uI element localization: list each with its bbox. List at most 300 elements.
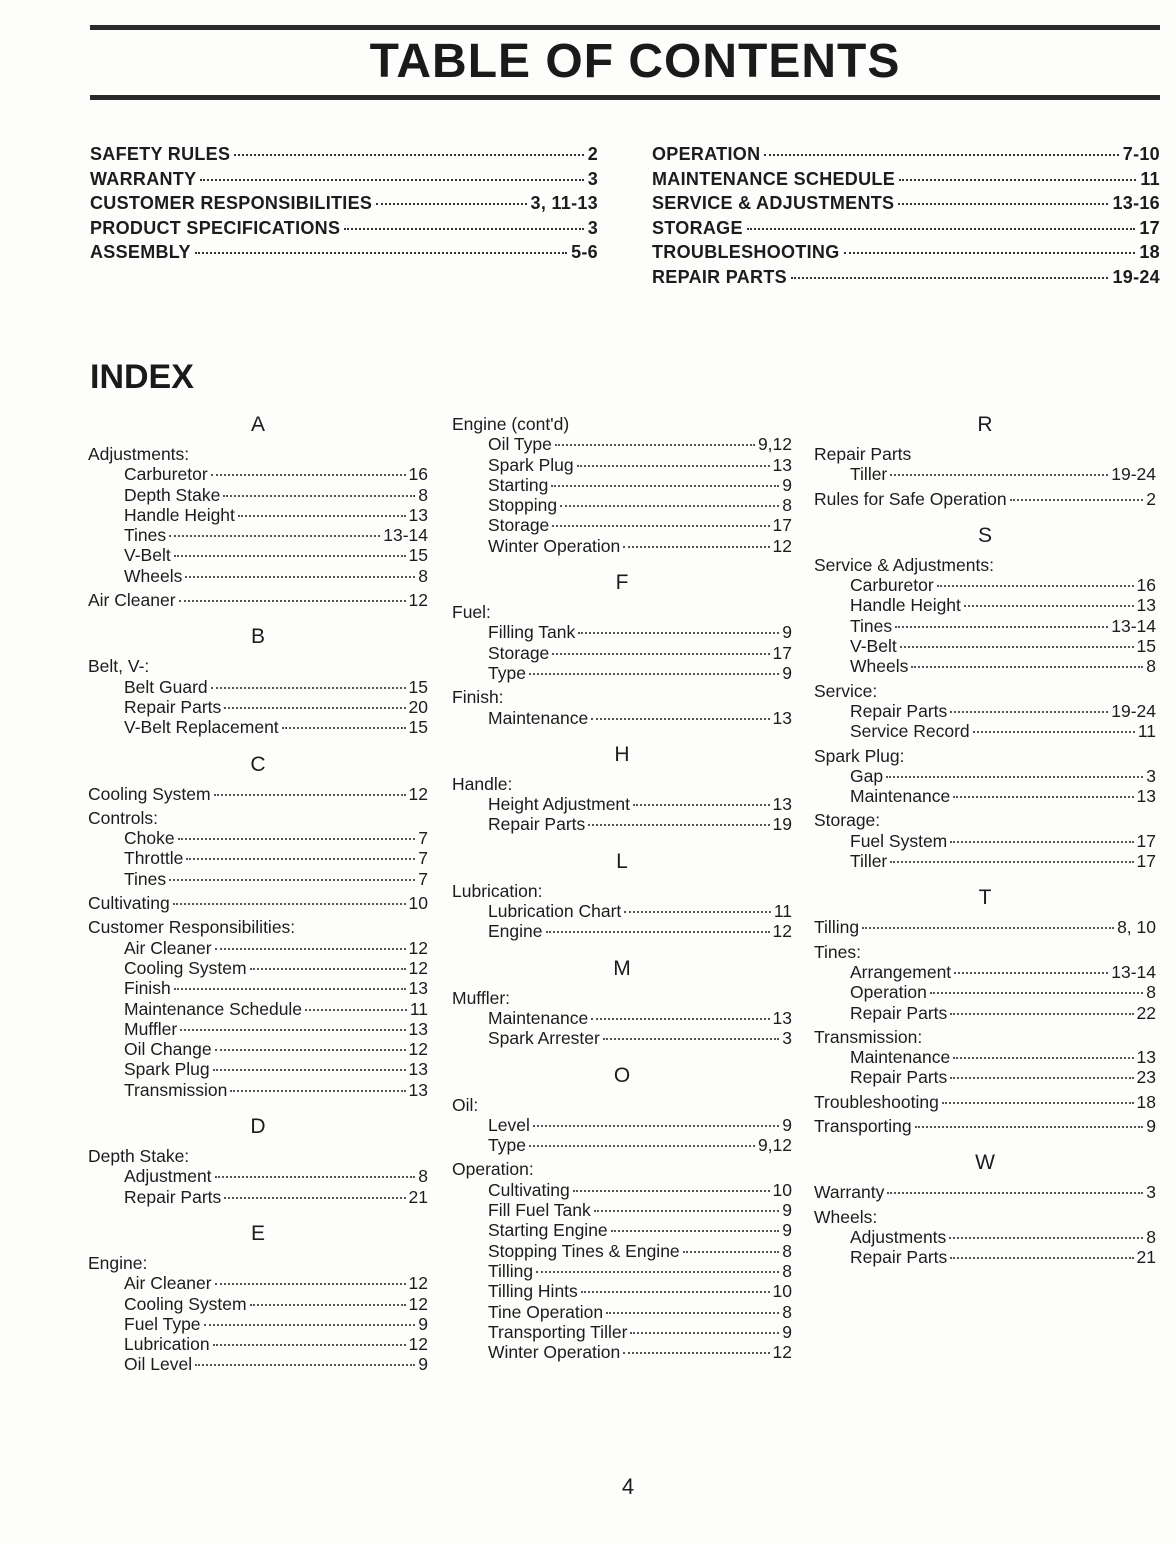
- index-entry-page: 13: [408, 978, 428, 999]
- index-entry-page: 11: [1137, 721, 1156, 742]
- index-entry-label: Transmission:: [814, 1026, 923, 1047]
- index-entry-page: 15: [1136, 636, 1156, 657]
- index-entry-label: Wheels:: [814, 1206, 878, 1227]
- index-entry-page: 8: [1146, 982, 1156, 1003]
- index-entry-label: Transporting: [814, 1116, 912, 1137]
- index-entry-label: Tines: [124, 525, 167, 546]
- index-letter-heading: E: [250, 1221, 265, 1245]
- index-entry-label: Height Adjustment: [488, 794, 631, 815]
- index-entry: [452, 602, 792, 622]
- index-entry-page: 11: [773, 901, 792, 922]
- dot-leader: [949, 1237, 1143, 1239]
- index-entry-label: Fill Fuel Tank: [488, 1200, 591, 1221]
- index-subentry: [814, 636, 1156, 656]
- index-entry-page: 12: [408, 1334, 428, 1355]
- index-letter-heading: D: [250, 1115, 266, 1139]
- toc-entry-page: 3: [587, 168, 598, 189]
- index-subentry: [814, 982, 1156, 1002]
- index-entry-label: Handle:: [452, 773, 513, 794]
- index-subentry: [814, 1047, 1156, 1067]
- index-entry-page: 3: [782, 1028, 792, 1049]
- index-subentry: [814, 766, 1156, 786]
- index-subentry: [88, 1166, 428, 1186]
- index-entry-page: 12: [772, 1342, 792, 1363]
- dot-leader: [887, 1192, 1143, 1194]
- dot-leader: [899, 179, 1136, 181]
- index-entry-page: 13: [1136, 1047, 1156, 1068]
- dot-leader: [200, 179, 583, 181]
- index-entry-page: 13: [408, 504, 428, 525]
- dot-leader: [529, 1145, 755, 1147]
- index-entry: [88, 1253, 428, 1273]
- index-entry-page: 8: [782, 1260, 792, 1281]
- dot-leader: [942, 1102, 1134, 1104]
- index-entry-label: Engine: [488, 921, 543, 942]
- index-subentry: [452, 708, 792, 728]
- dot-leader: [552, 653, 769, 655]
- index-entry: [88, 590, 428, 610]
- index-entry-page: 13: [408, 1079, 428, 1100]
- dot-leader: [591, 1018, 769, 1020]
- index-entry-page: 13: [1136, 595, 1156, 616]
- index-entry-label: Cultivating: [88, 893, 170, 914]
- index-entry-label: Service:: [814, 680, 878, 701]
- index-entry-label: Air Cleaner: [88, 590, 176, 611]
- index-entry-page: 10: [772, 1179, 792, 1200]
- index-letter-heading: T: [978, 886, 992, 910]
- dot-leader: [950, 1013, 1133, 1015]
- dot-leader: [890, 861, 1133, 863]
- toc-entry[interactable]: [90, 144, 598, 169]
- index-entry-page: 19: [772, 814, 792, 835]
- section-gap: [88, 1207, 428, 1219]
- page-title: TABLE OF CONTENTS: [369, 35, 901, 88]
- index-entry-page: 12: [408, 1039, 428, 1060]
- dot-leader: [536, 1271, 779, 1273]
- index-subentry: [452, 1261, 792, 1281]
- index-entry-label: Maintenance: [850, 786, 951, 807]
- index-entry: [452, 774, 792, 794]
- dot-leader: [238, 515, 406, 517]
- index-subentry: [88, 1294, 428, 1314]
- index-subentry: [814, 721, 1156, 741]
- index-subentry: [452, 1008, 792, 1028]
- index-entry-page: 9: [782, 474, 792, 495]
- index-entry-label: V-Belt: [124, 545, 171, 566]
- toc-right-column: [652, 144, 1160, 291]
- index-subentry: [88, 828, 428, 848]
- index-entry: [814, 681, 1156, 701]
- section-gap: [452, 728, 792, 740]
- index-entry-page: 21: [1136, 1247, 1156, 1268]
- index-column-2: [452, 410, 792, 1362]
- dot-leader: [560, 505, 779, 507]
- index-letter-heading: L: [616, 849, 628, 873]
- toc-entry-page: 7-10: [1122, 144, 1160, 164]
- dot-leader: [211, 474, 406, 476]
- toc-entry[interactable]: [90, 169, 598, 194]
- toc-entry[interactable]: [652, 193, 1160, 218]
- index-subentry: [88, 1039, 428, 1059]
- dot-leader: [529, 673, 779, 675]
- dot-leader: [973, 731, 1135, 733]
- toc-entry[interactable]: [652, 242, 1160, 267]
- index-entry-label: Tilling: [814, 917, 860, 938]
- index-subentry: [88, 1080, 428, 1100]
- dot-leader: [578, 632, 779, 634]
- index-entry-label: Repair Parts: [850, 1002, 948, 1023]
- index-entry-page: 11: [409, 998, 428, 1019]
- toc-entry-page: 2: [587, 144, 598, 164]
- dot-leader: [623, 546, 769, 548]
- index-entry-label: Rules for Safe Operation: [814, 488, 1007, 509]
- index-subentry: [452, 1200, 792, 1220]
- index-entry-label: Engine:: [88, 1252, 148, 1273]
- toc-entry-page: 5-6: [571, 242, 598, 262]
- index-entry-page: 15: [408, 676, 428, 697]
- index-subentry: [814, 1003, 1156, 1023]
- index-entry-label: Spark Plug: [488, 454, 574, 475]
- page-number: 4: [621, 1474, 635, 1499]
- index-entry-page: 19-24: [1111, 700, 1156, 721]
- index-entry-page: 13-14: [1111, 961, 1156, 982]
- index-entry-label: Oil Type: [488, 434, 552, 455]
- index-letter-heading: A: [250, 413, 265, 436]
- index-letter-heading: R: [977, 413, 993, 436]
- index-subentry: [814, 962, 1156, 982]
- index-entry-page: 12: [408, 1273, 428, 1294]
- index-subentry: [88, 958, 428, 978]
- index-entry-label: Wheels: [124, 565, 183, 586]
- index-entry-label: Service Record: [850, 721, 970, 742]
- dot-leader: [169, 879, 415, 881]
- dot-leader: [844, 252, 1136, 254]
- section-gap: [88, 610, 428, 622]
- dot-leader: [214, 794, 406, 796]
- index-entry-page: 17: [1136, 830, 1156, 851]
- index-entry-label: Muffler: [124, 1018, 178, 1039]
- index-subentry: [88, 1059, 428, 1079]
- index-entry-label: Oil Level: [124, 1354, 193, 1375]
- index-subentry: [814, 851, 1156, 871]
- dot-leader: [215, 948, 406, 950]
- toc-entry-page: 3, 11-13: [530, 193, 598, 213]
- index-entry-label: Maintenance: [850, 1047, 951, 1068]
- index-entry-page: 17: [772, 515, 792, 536]
- dot-leader: [223, 495, 415, 497]
- index-entry-label: Lubrication Chart: [488, 901, 622, 922]
- dot-leader: [234, 154, 583, 156]
- section-gap: [452, 835, 792, 847]
- index-entry-page: 13: [408, 1059, 428, 1080]
- index-column-3: [814, 410, 1156, 1268]
- toc-entry[interactable]: [652, 267, 1160, 292]
- index-entry-label: Transporting Tiller: [488, 1321, 628, 1342]
- index-entry-label: Muffler:: [452, 987, 511, 1008]
- index-entry: [88, 808, 428, 828]
- index-entry-page: 12: [408, 783, 428, 804]
- dot-leader: [633, 804, 770, 806]
- index-entry-page: 7: [418, 868, 428, 889]
- index-entry-label: Lubrication:: [452, 880, 543, 901]
- index-entry-page: 8: [418, 484, 428, 505]
- toc-entry[interactable]: [652, 218, 1160, 243]
- index-subentry: [88, 545, 428, 565]
- dot-leader: [230, 1090, 405, 1092]
- dot-leader: [950, 841, 1133, 843]
- index-entry-label: Repair Parts: [488, 814, 586, 835]
- dot-leader: [591, 718, 769, 720]
- index-entry-page: 15: [408, 717, 428, 738]
- index-entry-label: Tines: [850, 615, 893, 636]
- toc-entry[interactable]: [652, 144, 1160, 169]
- dot-leader: [900, 646, 1134, 648]
- index-entry-label: Maintenance: [488, 1007, 589, 1028]
- index-subentry: [814, 701, 1156, 721]
- index-subentry: [814, 831, 1156, 851]
- index-subentry: [88, 1019, 428, 1039]
- dot-leader: [282, 727, 406, 729]
- index-entry-page: 13: [1136, 786, 1156, 807]
- toc-entry[interactable]: [90, 218, 598, 243]
- index-subentry: [88, 1187, 428, 1207]
- dot-leader: [195, 252, 567, 254]
- index-letter-heading: O: [613, 1063, 631, 1087]
- index-entry-label: Cultivating: [488, 1179, 570, 1200]
- dot-leader: [178, 838, 416, 840]
- index-subentry: [452, 1302, 792, 1322]
- toc-entry-page: 17: [1139, 217, 1160, 238]
- index-entry-page: 17: [1136, 851, 1156, 872]
- index-entry: [452, 1095, 792, 1115]
- index-entry-label: Starting Engine: [488, 1220, 608, 1241]
- toc-entry-label: ASSEMBLY: [90, 242, 191, 262]
- index-entry: [814, 489, 1156, 509]
- index-letter-heading: C: [250, 752, 266, 776]
- index-subentry: [452, 1115, 792, 1135]
- index-entry-label: Repair Parts: [814, 444, 912, 464]
- dot-leader: [250, 1304, 406, 1306]
- index-entry: [814, 942, 1156, 962]
- index-entry-label: Choke: [124, 828, 175, 849]
- index-entry-label: Controls:: [88, 807, 159, 828]
- section-gap: [814, 509, 1156, 521]
- dot-leader: [344, 228, 583, 230]
- index-entry-label: Transmission: [124, 1079, 228, 1100]
- index-subentry: [452, 455, 792, 475]
- index-entry-label: V-Belt Replacement: [124, 717, 279, 738]
- index-entry: [452, 414, 792, 434]
- dot-leader: [953, 1057, 1133, 1059]
- dot-leader: [376, 203, 526, 205]
- index-entry-page: 16: [408, 464, 428, 485]
- index-entry-label: Handle Height: [124, 504, 235, 525]
- index-entry: [88, 1146, 428, 1166]
- index-entry: [452, 687, 792, 707]
- index-entry-label: Level: [488, 1114, 530, 1135]
- index-entry: [814, 1207, 1156, 1227]
- index-entry-page: 12: [408, 957, 428, 978]
- index-entry-label: V-Belt: [850, 636, 897, 657]
- index-subentry: [88, 848, 428, 868]
- dot-leader: [213, 1344, 406, 1346]
- dot-leader: [623, 1352, 769, 1354]
- index-entry-page: 8: [782, 1240, 792, 1261]
- index-subentry: [452, 1342, 792, 1362]
- index-entry-label: Adjustments:: [88, 444, 190, 464]
- dot-leader: [186, 858, 415, 860]
- index-entry-page: 12: [772, 535, 792, 556]
- toc-entry[interactable]: [652, 169, 1160, 194]
- index-entry-page: 9,12: [757, 1135, 792, 1156]
- dot-leader: [555, 444, 755, 446]
- index-entry: [452, 1159, 792, 1179]
- index-entry-page: 8: [418, 1166, 428, 1187]
- dot-leader: [603, 1038, 779, 1040]
- index-entry-page: 7: [418, 848, 428, 869]
- bottom-rule: [90, 95, 1160, 100]
- dot-leader: [954, 972, 1108, 974]
- dot-leader: [551, 485, 779, 487]
- index-entry-page: 13: [772, 707, 792, 728]
- index-entry-label: Air Cleaner: [124, 937, 212, 958]
- index-entry-label: Customer Responsibilities:: [88, 917, 296, 938]
- dot-leader: [791, 277, 1109, 279]
- index-entry-label: Storage: [488, 515, 550, 536]
- index-entry-label: Carburetor: [850, 575, 934, 596]
- index-entry-label: Tilling Hints: [488, 1281, 578, 1302]
- index-subentry: [88, 677, 428, 697]
- index-subentry: [814, 1247, 1156, 1267]
- index-entry-label: Spark Plug: [124, 1059, 210, 1080]
- index-subentry: [88, 1273, 428, 1293]
- index-entry-page: 8, 10: [1117, 917, 1156, 938]
- toc-entry-label: SERVICE & ADJUSTMENTS: [652, 193, 895, 213]
- dot-leader: [588, 824, 769, 826]
- index-entry-label: Air Cleaner: [124, 1273, 212, 1294]
- index-entry: [814, 1092, 1156, 1112]
- index-entry: [814, 555, 1156, 575]
- dot-leader: [573, 1190, 770, 1192]
- index-entry-label: Depth Stake: [124, 484, 221, 505]
- index-entry-page: 8: [782, 1301, 792, 1322]
- dot-leader: [577, 465, 770, 467]
- toc-entry-page: 18: [1139, 242, 1160, 262]
- index-subentry: [452, 1180, 792, 1200]
- index-entry-page: 19-24: [1111, 464, 1156, 485]
- index-entry-page: 10: [772, 1281, 792, 1302]
- index-entry-label: Throttle: [124, 848, 184, 869]
- index-entry: [88, 893, 428, 913]
- index-subentry: [452, 1135, 792, 1155]
- toc-entry-label: SAFETY RULES: [90, 144, 231, 164]
- index-entry: [814, 444, 1156, 464]
- index-subentry: [452, 1322, 792, 1342]
- index-entry: [452, 988, 792, 1008]
- index-subentry: [814, 616, 1156, 636]
- index-entry-page: 15: [408, 545, 428, 566]
- index-subentry: [88, 869, 428, 889]
- toc-entry-label: OPERATION: [652, 144, 761, 164]
- toc-entry[interactable]: [90, 242, 598, 267]
- index-entry-page: 8: [1146, 656, 1156, 677]
- index-subentry: [88, 999, 428, 1019]
- index-subentry: [88, 464, 428, 484]
- index-entry-page: 12: [408, 1293, 428, 1314]
- index-entry-page: 9: [782, 1200, 792, 1221]
- index-entry-label: Tine Operation: [488, 1301, 604, 1322]
- index-entry-label: Maintenance Schedule: [124, 998, 303, 1019]
- top-rule: [90, 25, 1160, 30]
- index-entry-page: 10: [408, 893, 428, 914]
- toc-entry-label: MAINTENANCE SCHEDULE: [652, 168, 896, 189]
- index-entry-page: 3: [1146, 1182, 1156, 1203]
- toc-entry[interactable]: [90, 193, 598, 218]
- index-entry-page: 12: [772, 921, 792, 942]
- index-subentry: [452, 622, 792, 642]
- dot-leader: [211, 687, 406, 689]
- section-gap: [814, 1136, 1156, 1148]
- index-entry-page: 8: [782, 495, 792, 516]
- index-entry-page: 2: [1146, 488, 1156, 509]
- index-entry-label: Repair Parts: [850, 1247, 948, 1268]
- index-entry-label: Repair Parts: [124, 696, 222, 717]
- section-gap: [452, 556, 792, 568]
- index-letter-heading: M: [613, 956, 631, 980]
- index-entry-page: 12: [408, 937, 428, 958]
- index-entry-label: Stopping: [488, 495, 558, 516]
- index-subentry: [88, 485, 428, 505]
- dot-leader: [683, 1251, 780, 1253]
- index-entry-page: 13-14: [383, 525, 428, 546]
- index-entry-label: Spark Arrester: [488, 1028, 600, 1049]
- dot-leader: [179, 600, 406, 602]
- index-entry-label: Adjustments: [850, 1226, 947, 1247]
- index-entry-label: Winter Operation: [488, 535, 621, 556]
- toc-entry-label: WARRANTY: [90, 168, 197, 189]
- index-entry-label: Cooling System: [124, 1293, 247, 1314]
- index-letter-heading: S: [977, 523, 992, 547]
- index-entry-label: Cooling System: [88, 783, 211, 804]
- index-entry-label: Tiller: [850, 851, 888, 872]
- index-subentry: [88, 978, 428, 998]
- index-entry-page: 9,12: [757, 434, 792, 455]
- toc-entry-page: 19-24: [1112, 266, 1160, 287]
- index-entry-label: Oil Change: [124, 1039, 212, 1060]
- index-entry-label: Maintenance: [488, 707, 589, 728]
- index-entry-page: 3: [1146, 765, 1156, 786]
- dot-leader: [950, 711, 1108, 713]
- dot-leader: [173, 903, 406, 905]
- toc-entry-page: 3: [587, 217, 598, 238]
- index-subentry: [88, 505, 428, 525]
- section-gap: [88, 738, 428, 750]
- index-subentry: [452, 814, 792, 834]
- index-entry-label: Repair Parts: [850, 700, 948, 721]
- index-subentry: [88, 1334, 428, 1354]
- index-entry-page: 12: [408, 590, 428, 611]
- index-entry-label: Adjustment: [124, 1166, 212, 1187]
- index-entry-label: Oil:: [452, 1094, 479, 1115]
- index-entry-page: 8: [1146, 1226, 1156, 1247]
- index-entry-label: Tiller: [850, 464, 888, 485]
- dot-leader: [937, 585, 1134, 587]
- index-entry: [88, 917, 428, 937]
- index-subentry: [452, 794, 792, 814]
- dot-leader: [886, 776, 1143, 778]
- dot-leader: [546, 931, 770, 933]
- dot-leader: [964, 605, 1134, 607]
